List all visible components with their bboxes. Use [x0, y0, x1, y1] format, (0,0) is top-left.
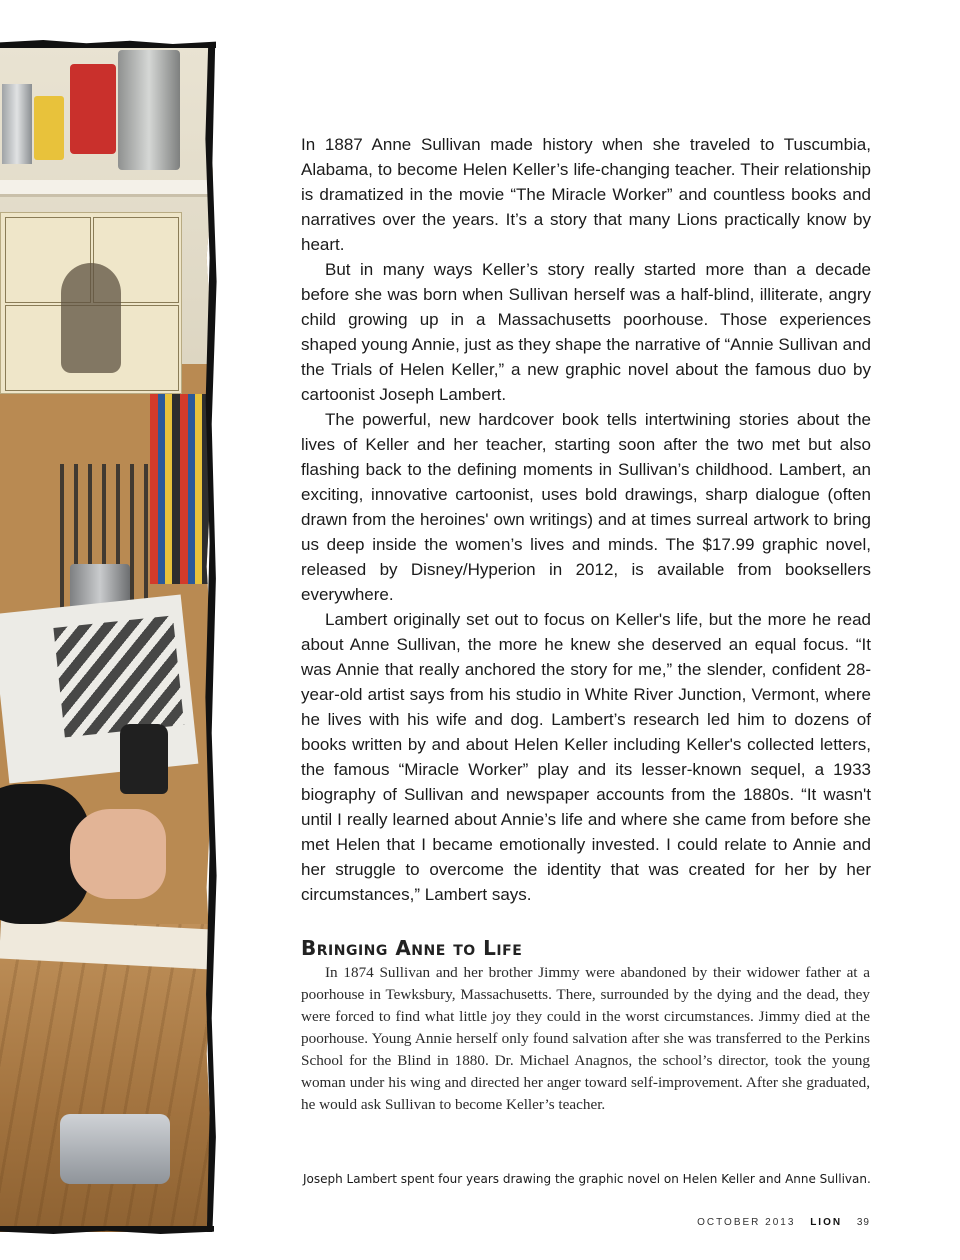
photo-metal-can [118, 50, 180, 170]
photo-torn-border-top [0, 40, 216, 48]
photo-desk [0, 924, 213, 1232]
photo-red-jar [70, 64, 116, 154]
photo-caption: Joseph Lambert spent four years drawing the graphic novel on Helen Keller and Anne Sullivan. [303, 1172, 871, 1186]
article-paragraph: The powerful, new hardcover book tells intertwining stories about the lives of Keller and her teacher, starting soon after the two met but also flashing back to the defining moments in Sullivan’s childhood. Lambert, an exciting, innovative cartoonist, uses bold drawings, sharp dialogue (often drawn from the heroines' own writings) and at times surreal artwork to bring us deep inside the women’s lives and minds. The $17.99 graphic novel, released by Disney/Hyperion in 2012, is available from booksellers everywhere. [301, 410, 871, 604]
photo-can-left [2, 84, 32, 164]
sidebar-heading: Bringing Anne to Life [301, 936, 523, 960]
photo-wood-grain [0, 924, 213, 1232]
sidebar-paragraph: In 1874 Sullivan and her brother Jimmy were abandoned by their widower father at a poorhouse in Tewksbury, Massachusetts. There, surrounded by the dying and the dead, they were forced to find what little joy they could in the worst circumstances. Jimmy died at the poorhouse. Young Annie herself only found salvation after she was transferred to the Perkins School for the Blind in 1880. Dr. Michael Anagnos, the school’s director, took the young woman under his wing and directed her anger toward self-improvement. After she graduated, he would ask Sullivan to become Keller’s teacher. [301, 964, 870, 1113]
page-folio [697, 1217, 870, 1228]
article-paragraph: But in many ways Keller’s story really started more than a decade before she was born when Sullivan herself was a half-blind, illiterate, angry child growing up in a Massachusetts poorhouse. Those experiences shaped young Annie, just as they shape the narrative of “Annie Sullivan and the Trials of Helen Keller,” a new graphic novel about the famous duo by cartoonist Joseph Lambert. [301, 260, 871, 404]
photo-shelf [0, 180, 213, 197]
comic-figure [61, 263, 121, 373]
photo-books [150, 394, 213, 584]
photo-yellow-jar [34, 96, 64, 160]
folio-magazine-name: LION [810, 1217, 843, 1228]
artist-studio-photo [0, 44, 213, 1232]
photo-lamp-clamp [60, 1114, 170, 1184]
photo-ink-bottle [120, 724, 168, 794]
photo-drawing-hand [70, 809, 166, 899]
article-paragraph: Lambert originally set out to focus on Keller's life, but the more he read about Anne Sullivan, the more he knew she deserved an equal focus. “It was Annie that really anchored the story for me,” the slender, confident 28-year-old artist says from his studio in White River Junction, Vermont, where he lives with his wife and dog. Lambert’s research led him to dozens of books written by and about Helen Keller including Keller's collected letters, the famous “Miracle Worker” play and its lesser-known sequel, a 1933 biography of Sullivan and newspaper accounts from the 1880s. “It wasn't until I really learned about Annie’s life and where she came from before she met Helen that I became emotionally invested. I could relate to Annie and her struggle to overcome the identity that was created for her by her circumstances,” Lambert says. [301, 610, 871, 904]
sidebar-body [301, 962, 870, 1116]
folio-issue-date: OCTOBER 2013 [697, 1217, 796, 1228]
photo-pinned-comic-strip [0, 212, 182, 394]
article-paragraph: In 1887 Anne Sullivan made history when she traveled to Tuscumbia, Alabama, to become Helen Keller’s life-changing teacher. Their relationship is dramatized in the movie “The Miracle Worker” and countless books and narratives over the years. It’s a story that many Lions practically know by heart. [301, 135, 871, 254]
photo-torn-border-bottom [0, 1226, 214, 1234]
folio-page-number: 39 [856, 1217, 870, 1228]
photo-ink-drawing [53, 615, 184, 737]
photo-drawing-paper [0, 595, 198, 784]
article-body [301, 132, 871, 907]
